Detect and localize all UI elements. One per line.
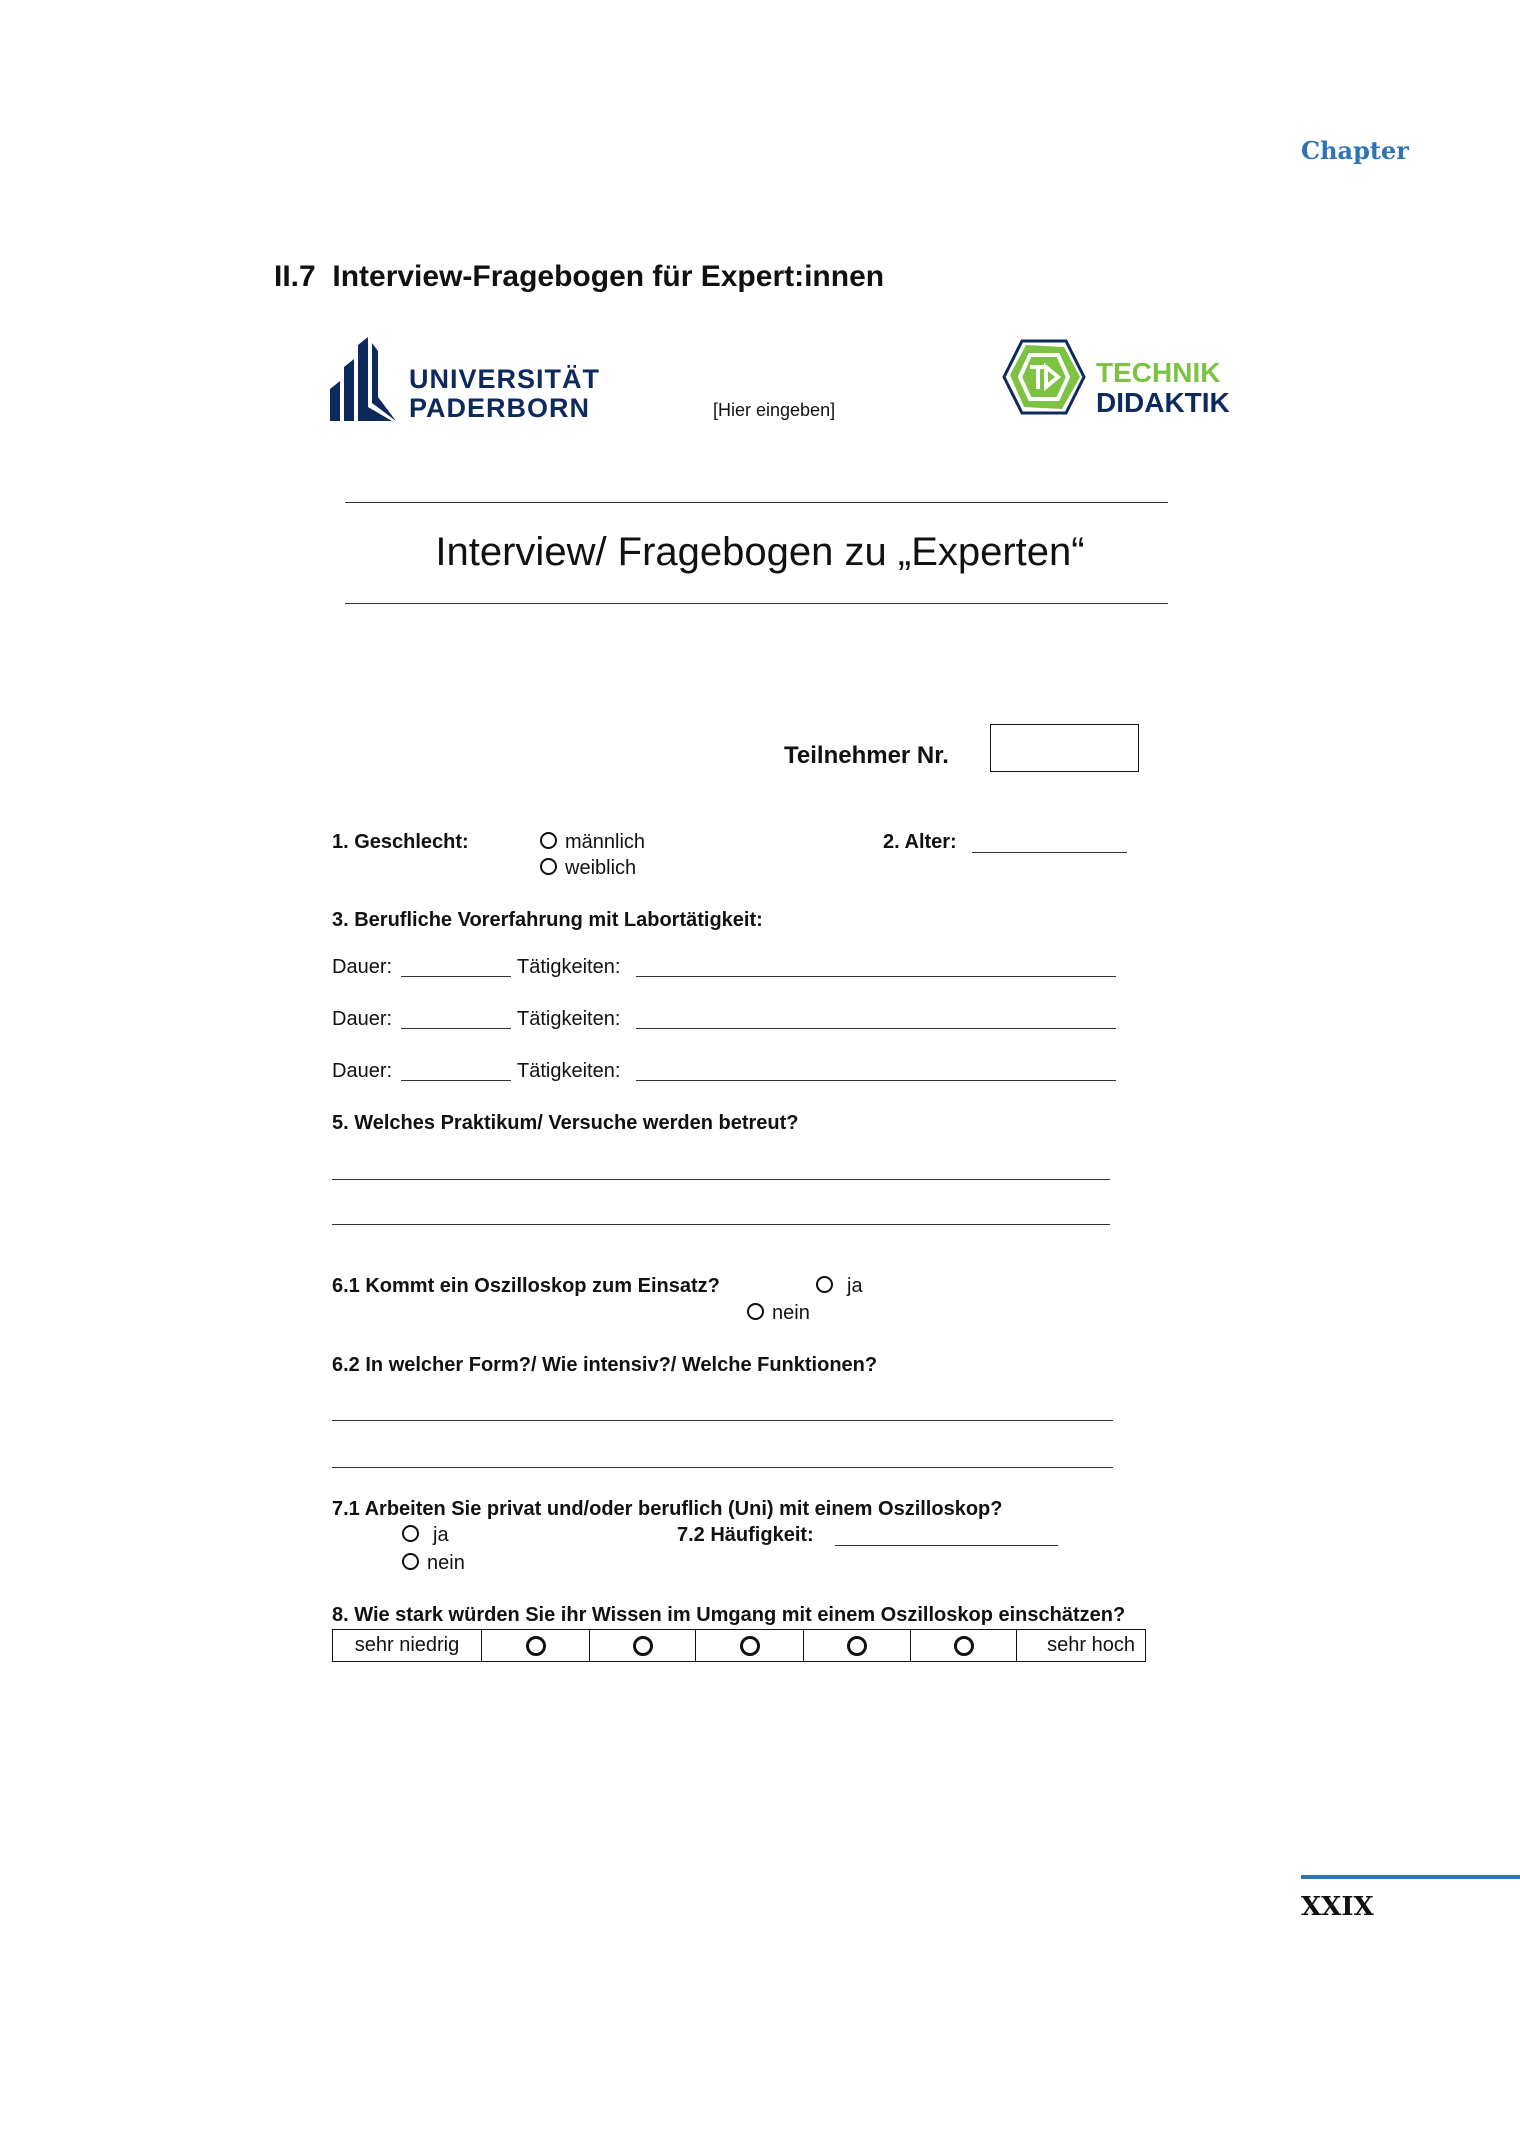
scale-high-label: sehr hoch xyxy=(1047,1634,1135,1656)
radio-icon[interactable] xyxy=(526,1636,546,1656)
duration-label: Dauer: xyxy=(332,1008,393,1030)
radio-icon[interactable] xyxy=(816,1276,833,1293)
q1-option-weiblich[interactable] xyxy=(540,856,636,880)
option-label: nein xyxy=(427,1552,465,1574)
scale-low-label: sehr niedrig xyxy=(333,1630,482,1661)
activities-label: Tätigkeiten: xyxy=(517,1060,621,1082)
activities-field[interactable] xyxy=(636,1080,1116,1081)
section-heading: II.7 Interview-Fragebogen für Expert:innen xyxy=(274,260,885,293)
duration-label: Dauer: xyxy=(332,956,393,978)
radio-icon[interactable] xyxy=(954,1636,974,1656)
q71-option-nein[interactable] xyxy=(402,1551,465,1575)
option-label: nein xyxy=(772,1302,810,1324)
q71-option-ja[interactable] xyxy=(402,1523,449,1547)
q61-option-nein[interactable] xyxy=(747,1301,810,1325)
page-number: XXIX xyxy=(1301,1892,1374,1922)
q72-label: 7.2 Häufigkeit: xyxy=(677,1524,814,1546)
q2-label: 2. Alter: xyxy=(883,831,957,853)
radio-icon[interactable] xyxy=(740,1636,760,1656)
chapter-header: Chapter xyxy=(1301,136,1409,165)
radio-icon[interactable] xyxy=(633,1636,653,1656)
rating-option-1[interactable] xyxy=(482,1630,590,1661)
q62-answer-line-1[interactable] xyxy=(332,1420,1113,1421)
duration-field[interactable] xyxy=(401,976,511,977)
radio-icon[interactable] xyxy=(540,858,557,875)
radio-icon[interactable] xyxy=(402,1525,419,1542)
rating-option-4[interactable] xyxy=(804,1630,911,1661)
q72-frequency-field[interactable] xyxy=(835,1545,1058,1546)
q8-label: 8. Wie stark würden Sie ihr Wissen im Umgang mit einem Oszilloskop einschätzen? xyxy=(332,1604,1126,1626)
option-label: weiblich xyxy=(565,857,637,879)
option-label: männlich xyxy=(565,831,646,853)
td-logo-line2: DIDAKTIK xyxy=(1096,387,1230,418)
duration-field[interactable] xyxy=(401,1080,511,1081)
radio-icon[interactable] xyxy=(540,832,557,849)
q5-answer-line-2[interactable] xyxy=(332,1224,1110,1225)
universitaet-paderborn-logo xyxy=(330,337,601,423)
q61-label: 6.1 Kommt ein Oszilloskop zum Einsatz? xyxy=(332,1275,720,1297)
technik-didaktik-logo xyxy=(1002,337,1230,418)
form-title: Interview/ Fragebogen zu „Experten“ xyxy=(435,530,1085,574)
rating-option-3[interactable] xyxy=(696,1630,804,1661)
td-logo-line1: TECHNIK xyxy=(1096,357,1221,388)
participant-number-field[interactable] xyxy=(990,724,1139,772)
radio-icon[interactable] xyxy=(847,1636,867,1656)
q1-label: 1. Geschlecht: xyxy=(332,831,469,853)
upb-logo-line2: PADERBORN xyxy=(409,393,591,423)
td-emblem-icon xyxy=(1002,337,1086,417)
option-label: ja xyxy=(433,1524,449,1546)
radio-icon[interactable] xyxy=(747,1303,764,1320)
activities-label: Tätigkeiten: xyxy=(517,1008,621,1030)
q8-rating-scale xyxy=(332,1629,1146,1662)
rating-option-2[interactable] xyxy=(590,1630,696,1661)
participant-label: Teilnehmer Nr. xyxy=(784,742,949,769)
q62-answer-line-2[interactable] xyxy=(332,1467,1113,1468)
q61-option-ja[interactable] xyxy=(816,1274,863,1298)
q1-option-maennlich[interactable] xyxy=(540,830,645,854)
title-rule-top xyxy=(345,502,1168,503)
q5-answer-line-1[interactable] xyxy=(332,1179,1110,1180)
option-label: ja xyxy=(847,1275,863,1297)
q71-label: 7.1 Arbeiten Sie privat und/oder beruflich (Uni) mit einem Oszilloskop? xyxy=(332,1498,1003,1520)
upb-logo-line1: UNIVERSITÄT xyxy=(409,364,601,394)
placeholder-text[interactable]: [Hier eingeben] xyxy=(713,400,836,420)
rating-option-5[interactable] xyxy=(911,1630,1017,1661)
duration-field[interactable] xyxy=(401,1028,511,1029)
duration-label: Dauer: xyxy=(332,1060,393,1082)
q5-label: 5. Welches Praktikum/ Versuche werden betreut? xyxy=(332,1112,799,1134)
upb-emblem-icon xyxy=(330,337,410,421)
q3-label: 3. Berufliche Vorerfahrung mit Labortätigkeit: xyxy=(332,909,763,931)
activities-field[interactable] xyxy=(636,976,1116,977)
title-rule-bottom xyxy=(345,603,1168,604)
activities-field[interactable] xyxy=(636,1028,1116,1029)
radio-icon[interactable] xyxy=(402,1553,419,1570)
footer-rule xyxy=(1301,1875,1520,1879)
activities-label: Tätigkeiten: xyxy=(517,956,621,978)
q2-age-field[interactable] xyxy=(972,852,1127,853)
q62-label: 6.2 In welcher Form?/ Wie intensiv?/ Welche Funktionen? xyxy=(332,1354,878,1376)
